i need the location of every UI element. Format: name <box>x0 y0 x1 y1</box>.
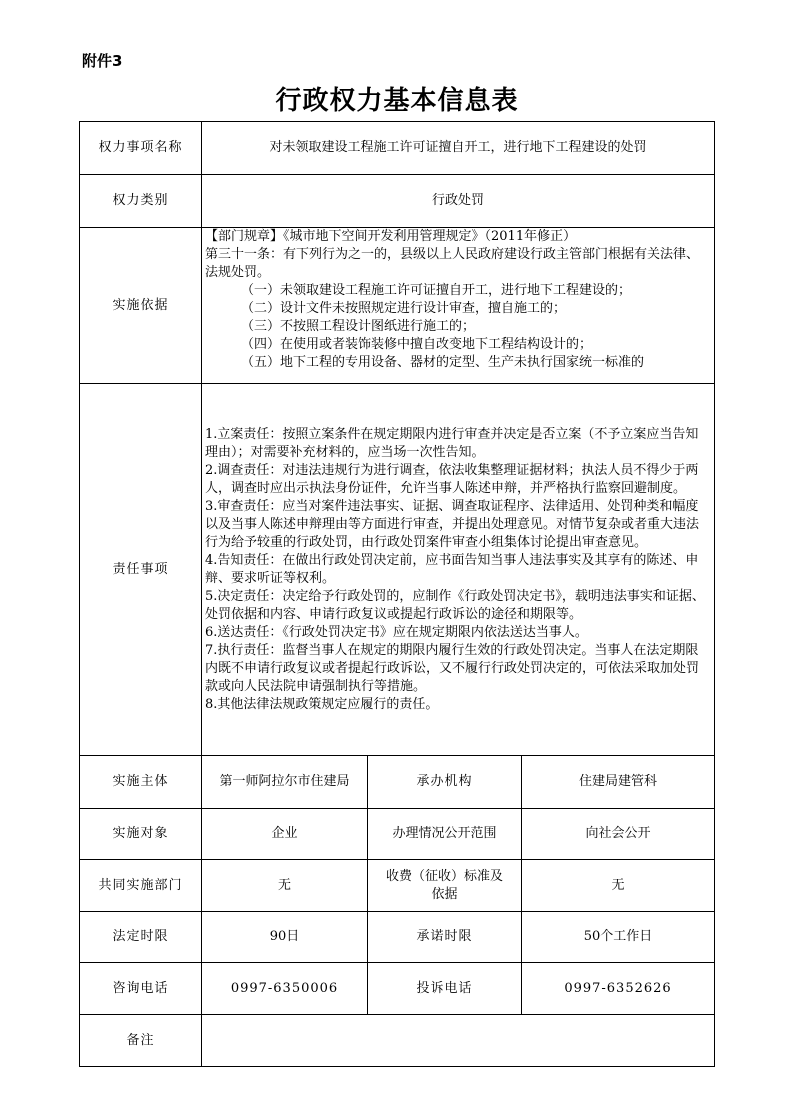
agency-label: 承办机构 <box>368 756 522 809</box>
promise-limit-value: 50个工作日 <box>522 912 715 963</box>
disclosure-label: 办理情况公开范围 <box>368 809 522 860</box>
consult-phone-label: 咨询电话 <box>80 963 202 1015</box>
basis-line: （五）地下工程的专用设备、器材的定型、生产未执行国家统一标准的 <box>241 355 645 370</box>
duty-line: 8.其他法律法规政策规定应履行的责任。 <box>205 696 439 712</box>
row-limit <box>80 912 715 963</box>
fee-label: 收费（征收）标准及依据 <box>368 860 522 912</box>
row-category <box>80 175 715 228</box>
duty-line: 5.决定责任：决定给予行政处罚的，应制作《行政处罚决定书》，载明违法事实和证据、处罚依据和内容、申请行政复议或提起行政诉讼的途径和期限等。 <box>205 588 705 622</box>
consult-phone-value: 0997-6350006 <box>202 963 368 1015</box>
row-joint <box>80 860 715 912</box>
info-table <box>79 121 715 1067</box>
duty-line: 7.执行责任：监督当事人在规定的期限内履行生效的行政处罚决定。当事人在法定期限内既不申请行政复议或者提起行政诉讼，又不履行行政处罚决定的，可依法采取加处罚款或向人民法院申请强制执行等措施。 <box>205 642 700 694</box>
disclosure-value: 向社会公开 <box>522 809 715 860</box>
attachment-label: 附件3 <box>82 52 123 70</box>
joint-label: 共同实施部门 <box>80 860 202 912</box>
duty-line: 6.送达责任：《行政处罚决定书》应在规定期限内依法送达当事人。 <box>205 624 588 640</box>
complaint-phone-label: 投诉电话 <box>368 963 522 1015</box>
subject-value: 第一师阿拉尔市住建局 <box>202 756 368 809</box>
row-name <box>80 122 715 175</box>
basis-label: 实施依据 <box>80 228 202 384</box>
subject-label: 实施主体 <box>80 756 202 809</box>
target-label: 实施对象 <box>80 809 202 860</box>
row-target <box>80 809 715 860</box>
name-value: 对未领取建设工程施工许可证擅自开工，进行地下工程建设的处罚 <box>202 122 715 175</box>
name-label: 权力事项名称 <box>80 122 202 175</box>
remark-value <box>202 1015 715 1067</box>
limit-value: 90日 <box>202 912 368 963</box>
row-duties <box>80 384 715 756</box>
basis-content <box>202 228 715 384</box>
complaint-phone-value: 0997-6352626 <box>522 963 715 1015</box>
basis-line: （一）未领取建设工程施工许可证擅自开工，进行地下工程建设的； <box>241 283 632 298</box>
category-label: 权力类别 <box>80 175 202 228</box>
joint-value: 无 <box>202 860 368 912</box>
duty-line: 2.调查责任：对违法违规行为进行调查，依法收集整理证据材料；执法人员不得少于两人，调查时应出示执法身份证件，允许当事人陈述申辩，并严格执行监察回避制度。 <box>205 462 699 496</box>
agency-value: 住建局建管科 <box>522 756 715 809</box>
duty-line: 4.告知责任：在做出行政处罚决定前，应书面告知当事人违法事实及其享有的陈述、申辩、要求听证等权利。 <box>205 552 699 586</box>
basis-line: （三）不按照工程设计图纸进行施工的； <box>241 319 476 334</box>
duty-line: 3.审查责任：应当对案件违法事实、证据、调查取证程序、法律适用、处罚种类和幅度以及当事人陈述申辩理由等方面进行审查，并提出处理意见。对情节复杂或者重大违法行为给予较重的行政处罚，由行政处罚案件审查小组集体讨论提出审查意见。 <box>205 498 700 550</box>
duties-content <box>202 384 715 756</box>
fee-value: 无 <box>522 860 715 912</box>
basis-line: 第三十一条：有下列行为之一的，县级以上人民政府建设行政主管部门根据有关法律、法规处罚。 <box>205 247 700 280</box>
basis-line: （四）在使用或者装饰装修中擅自改变地下工程结构设计的； <box>241 337 593 352</box>
row-basis <box>80 228 715 384</box>
basis-line: （二）设计文件未按照规定进行设计审查，擅自施工的； <box>241 301 567 316</box>
target-value: 企业 <box>202 809 368 860</box>
duty-line: 1.立案责任：按照立案条件在规定期限内进行审查并决定是否立案（不予立案应当告知理由）；对需要补充材料的，应当场一次性告知。 <box>205 426 699 460</box>
row-phone <box>80 963 715 1015</box>
limit-label: 法定时限 <box>80 912 202 963</box>
category-value: 行政处罚 <box>202 175 715 228</box>
duties-label: 责任事项 <box>80 384 202 756</box>
row-subject <box>80 756 715 809</box>
page-title: 行政权力基本信息表 <box>275 86 519 116</box>
row-remark <box>80 1015 715 1067</box>
remark-label: 备注 <box>80 1015 202 1067</box>
promise-limit-label: 承诺时限 <box>368 912 522 963</box>
basis-line: 【部门规章】《城市地下空间开发利用管理规定》（2011年修正） <box>205 229 577 244</box>
